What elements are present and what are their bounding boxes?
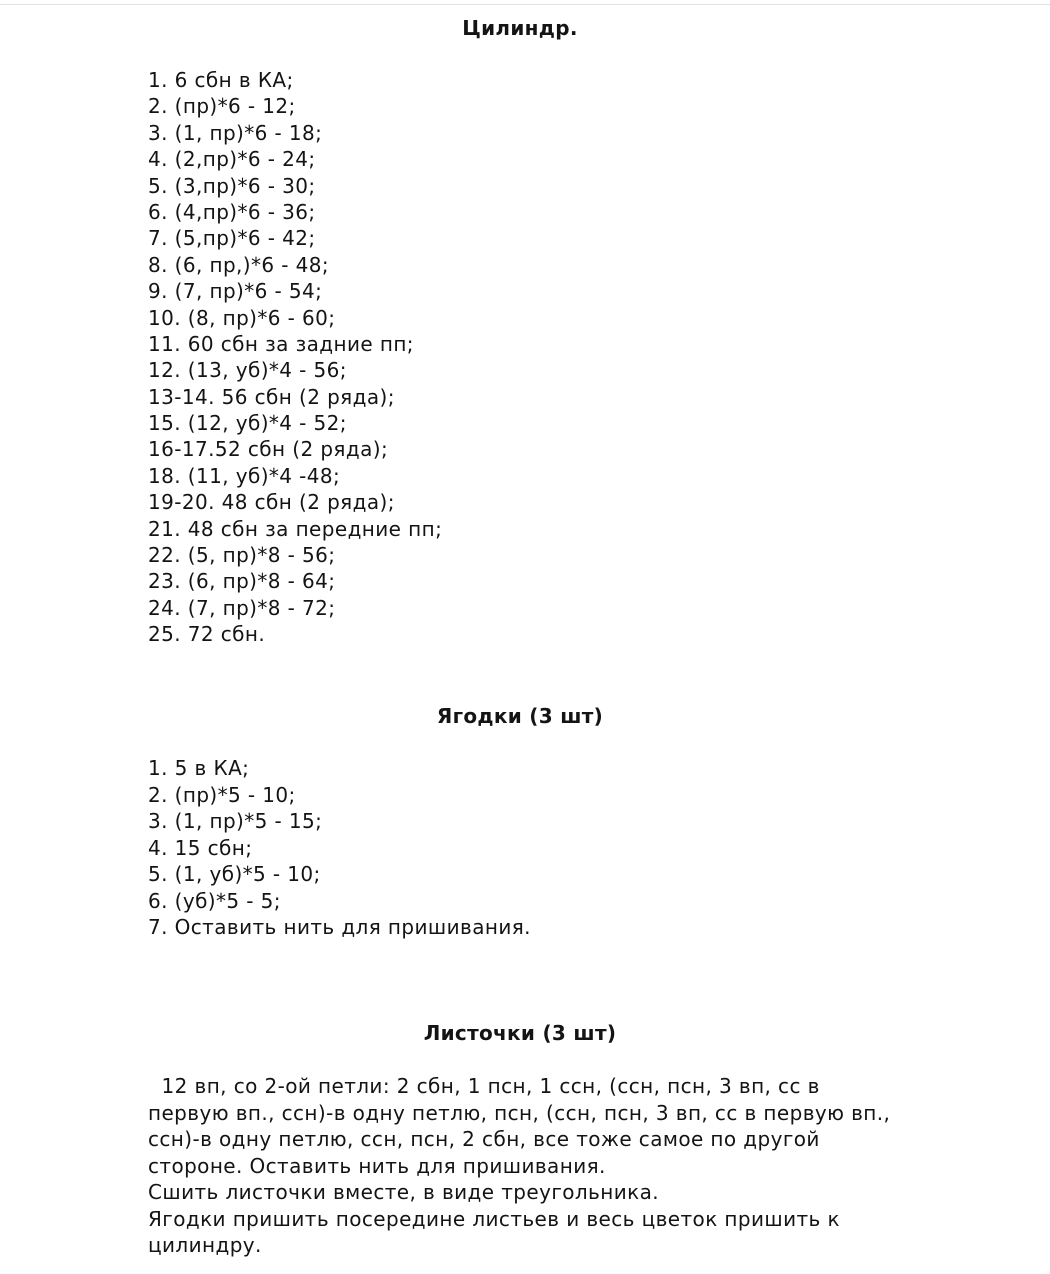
step-item: 12. (13, уб)*4 - 56;	[148, 358, 347, 383]
leaves-instructions	[148, 1073, 948, 1259]
step-item: 3. (1, пр)*6 - 18;	[148, 120, 323, 145]
step-item: 1. 5 в КА;	[148, 756, 250, 780]
step-item: 2. (пр)*5 - 10;	[148, 782, 296, 807]
step-item: 8. (6, пр,)*6 - 48;	[148, 252, 330, 277]
step-item: 2. (пр)*6 - 12;	[148, 94, 296, 119]
step-item: 18. (11, уб)*4 -48;	[148, 463, 341, 488]
section-title-berries: Ягодки (3 шт)	[436, 704, 604, 728]
instruction-line: Сшить листочки вместе, в виде треугольника.	[148, 1180, 660, 1204]
instruction-line: первую вп., ссн)-в одну петлю, псн, (ссн, псн, 3 вп, сс в первую вп.,	[148, 1100, 891, 1125]
step-item: 6. (уб)*5 - 5;	[148, 888, 281, 913]
top-divider	[0, 4, 1050, 5]
step-item: 1. 6 сбн в КА;	[148, 68, 294, 92]
step-item: 4. 15 сбн;	[148, 835, 253, 860]
step-item: 11. 60 сбн за задние пп;	[148, 331, 414, 356]
step-item: 23. (6, пр)*8 - 64;	[148, 569, 336, 594]
step-item: 5. (1, уб)*5 - 10;	[148, 862, 321, 886]
section-title-leaves: Листочки (3 шт)	[423, 1021, 617, 1045]
section-title-cylinder: Цилиндр.	[462, 16, 578, 40]
instruction-line: ссн)-в одну петлю, ссн, псн, 2 сбн, все тоже самое по другой	[148, 1127, 820, 1151]
step-item: 25. 72 сбн.	[148, 622, 266, 647]
step-item: 3. (1, пр)*5 - 15;	[148, 809, 323, 833]
instruction-line: 12 вп, со 2-ой петли: 2 сбн, 1 псн, 1 ссн, (ссн, псн, 3 вп, сс в	[148, 1074, 820, 1098]
step-item: 22. (5, пр)*8 - 56;	[148, 543, 336, 568]
step-item: 21. 48 сбн за передние пп;	[148, 516, 443, 541]
step-item: 4. (2,пр)*6 - 24;	[148, 147, 316, 172]
step-item: 19-20. 48 сбн (2 ряда);	[148, 490, 395, 515]
step-item: 7. (5,пр)*6 - 42;	[148, 226, 316, 251]
step-item: 10. (8, пр)*6 - 60;	[148, 305, 336, 330]
step-item: 15. (12, уб)*4 - 52;	[148, 411, 347, 436]
step-item: 13-14. 56 сбн (2 ряда);	[148, 384, 395, 409]
berry-steps-list	[148, 755, 531, 941]
instruction-line: Ягодки пришить посередине листьев и весь цветок пришить к	[148, 1206, 840, 1231]
cylinder-steps-list	[148, 67, 442, 648]
step-item: 24. (7, пр)*8 - 72;	[148, 595, 336, 620]
instruction-line: стороне. Оставить нить для пришивания.	[148, 1153, 606, 1178]
step-item: 7. Оставить нить для пришивания.	[148, 915, 531, 939]
step-item: 6. (4,пр)*6 - 36;	[148, 199, 316, 224]
instruction-line: цилиндру.	[148, 1233, 262, 1257]
step-item: 5. (3,пр)*6 - 30;	[148, 173, 316, 198]
step-item: 9. (7, пр)*6 - 54;	[148, 279, 323, 304]
step-item: 16-17.52 сбн (2 ряда);	[148, 437, 389, 462]
